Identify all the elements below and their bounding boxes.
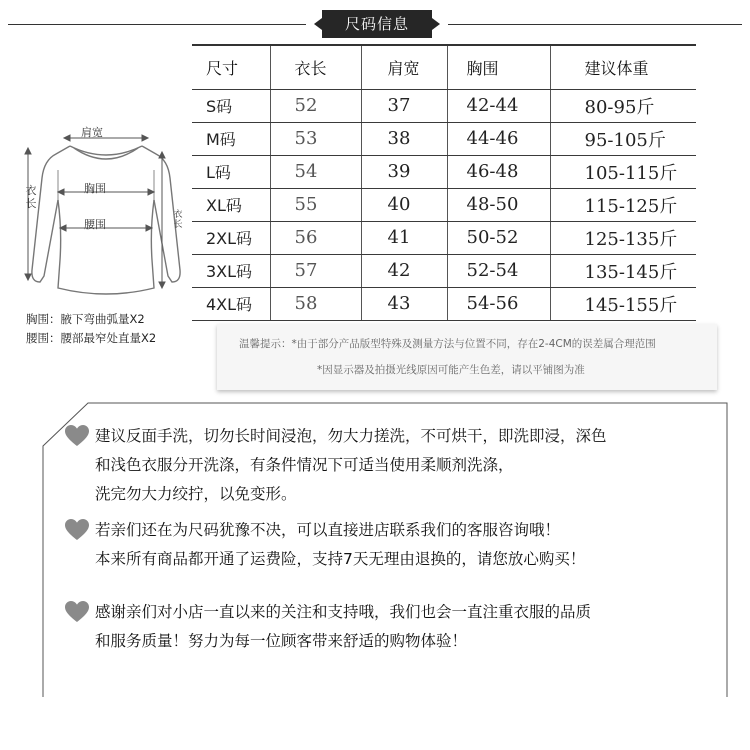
table-row bbox=[192, 188, 696, 221]
header-rule-left bbox=[8, 24, 306, 25]
bust-cell: 54-56 bbox=[447, 287, 550, 320]
length-cell: 56 bbox=[270, 221, 361, 254]
care-text-line: 洗完勿大力绞拧，以免变形。 bbox=[95, 485, 297, 503]
heart-icon bbox=[64, 424, 90, 448]
shoulder-cell: 38 bbox=[361, 122, 447, 155]
care-text-line: 感谢亲们对小店一直以来的关注和支持哦，我们也会一直注重衣服的品质 bbox=[95, 603, 592, 621]
bust-cell: 50-52 bbox=[447, 221, 550, 254]
waist-label: 腰围 bbox=[84, 218, 106, 231]
table-header-row bbox=[192, 45, 696, 89]
shirt-outline-icon bbox=[18, 60, 198, 310]
table-row bbox=[192, 122, 696, 155]
table-row bbox=[192, 221, 696, 254]
header-weight: 建议体重 bbox=[550, 45, 696, 89]
length-cell: 57 bbox=[270, 254, 361, 287]
waist-measure-note: 腰围：腰部最窄处直量X2 bbox=[26, 331, 157, 345]
bust-cell: 44-46 bbox=[447, 122, 550, 155]
measurement-tip-box bbox=[217, 324, 717, 390]
shoulder-cell: 42 bbox=[361, 254, 447, 287]
shoulder-cell: 37 bbox=[361, 89, 447, 122]
size-cell: XL码 bbox=[192, 188, 270, 221]
bust-label: 胸围 bbox=[84, 182, 106, 195]
bust-measure-note: 胸围：腋下弯曲弧量X2 bbox=[26, 312, 145, 326]
shoulder-cell: 43 bbox=[361, 287, 447, 320]
badge-arrow-left bbox=[314, 18, 322, 30]
care-text-line: 本来所有商品都开通了运费险，支持7天无理由退换的，请您放心购买！ bbox=[95, 550, 586, 568]
weight-cell: 95-105斤 bbox=[550, 122, 696, 155]
length-cell: 55 bbox=[270, 188, 361, 221]
table-row bbox=[192, 254, 696, 287]
weight-cell: 115-125斤 bbox=[550, 188, 696, 221]
header-size: 尺寸 bbox=[192, 45, 270, 89]
size-cell: S码 bbox=[192, 89, 270, 122]
shoulder-cell: 41 bbox=[361, 221, 447, 254]
heart-icon bbox=[64, 600, 90, 624]
table-row bbox=[192, 155, 696, 188]
header-bust: 胸围 bbox=[447, 45, 550, 89]
header-shoulder: 肩宽 bbox=[361, 45, 447, 89]
length-cell: 58 bbox=[270, 287, 361, 320]
care-notice-box bbox=[42, 402, 728, 698]
length-cell: 53 bbox=[270, 122, 361, 155]
shoulder-width-label: 肩宽 bbox=[81, 126, 103, 139]
header-length: 衣长 bbox=[270, 45, 361, 89]
care-text-line: 建议反面手洗，切勿长时间浸泡，勿大力搓洗，不可烘干，即洗即浸，深色 bbox=[95, 427, 607, 445]
garment-measure-diagram bbox=[18, 60, 198, 350]
weight-cell: 125-135斤 bbox=[550, 221, 696, 254]
weight-cell: 105-115斤 bbox=[550, 155, 696, 188]
bust-cell: 46-48 bbox=[447, 155, 550, 188]
weight-cell: 135-145斤 bbox=[550, 254, 696, 287]
size-table bbox=[192, 44, 696, 321]
size-cell: 2XL码 bbox=[192, 221, 270, 254]
size-cell: 4XL码 bbox=[192, 287, 270, 320]
care-text-line: 和浅色衣服分开洗涤，有条件情况下可适当使用柔顺剂洗涤， bbox=[95, 456, 514, 474]
tip-error-range: 温馨提示：*由于部分产品版型特殊及测量方法与位置不同，存在2-4CM的误差属合理范围 bbox=[239, 338, 656, 350]
length-cell: 52 bbox=[270, 89, 361, 122]
badge-arrow-right bbox=[432, 18, 440, 30]
header-rule-right bbox=[448, 24, 742, 25]
table-row bbox=[192, 89, 696, 122]
table-row bbox=[192, 287, 696, 320]
bust-cell: 52-54 bbox=[447, 254, 550, 287]
length-label-left: 衣长 bbox=[25, 184, 37, 210]
size-cell: L码 bbox=[192, 155, 270, 188]
size-cell: 3XL码 bbox=[192, 254, 270, 287]
weight-cell: 145-155斤 bbox=[550, 287, 696, 320]
care-text-line: 和服务质量！努力为每一位顾客带来舒适的购物体验！ bbox=[95, 632, 468, 650]
weight-cell: 80-95斤 bbox=[550, 89, 696, 122]
bust-cell: 48-50 bbox=[447, 188, 550, 221]
care-text-line: 若亲们还在为尺码犹豫不决，可以直接进店联系我们的客服咨询哦！ bbox=[95, 521, 561, 539]
heart-icon bbox=[64, 518, 90, 542]
length-cell: 54 bbox=[270, 155, 361, 188]
section-title: 尺码信息 bbox=[322, 10, 432, 38]
shoulder-cell: 40 bbox=[361, 188, 447, 221]
length-label-right: 衣长 bbox=[173, 210, 183, 230]
section-title-badge bbox=[314, 10, 440, 38]
shoulder-cell: 39 bbox=[361, 155, 447, 188]
size-cell: M码 bbox=[192, 122, 270, 155]
bust-cell: 42-44 bbox=[447, 89, 550, 122]
tip-color-diff: *因显示器及拍摄光线原因可能产生色差，请以平铺图为准 bbox=[317, 364, 585, 376]
